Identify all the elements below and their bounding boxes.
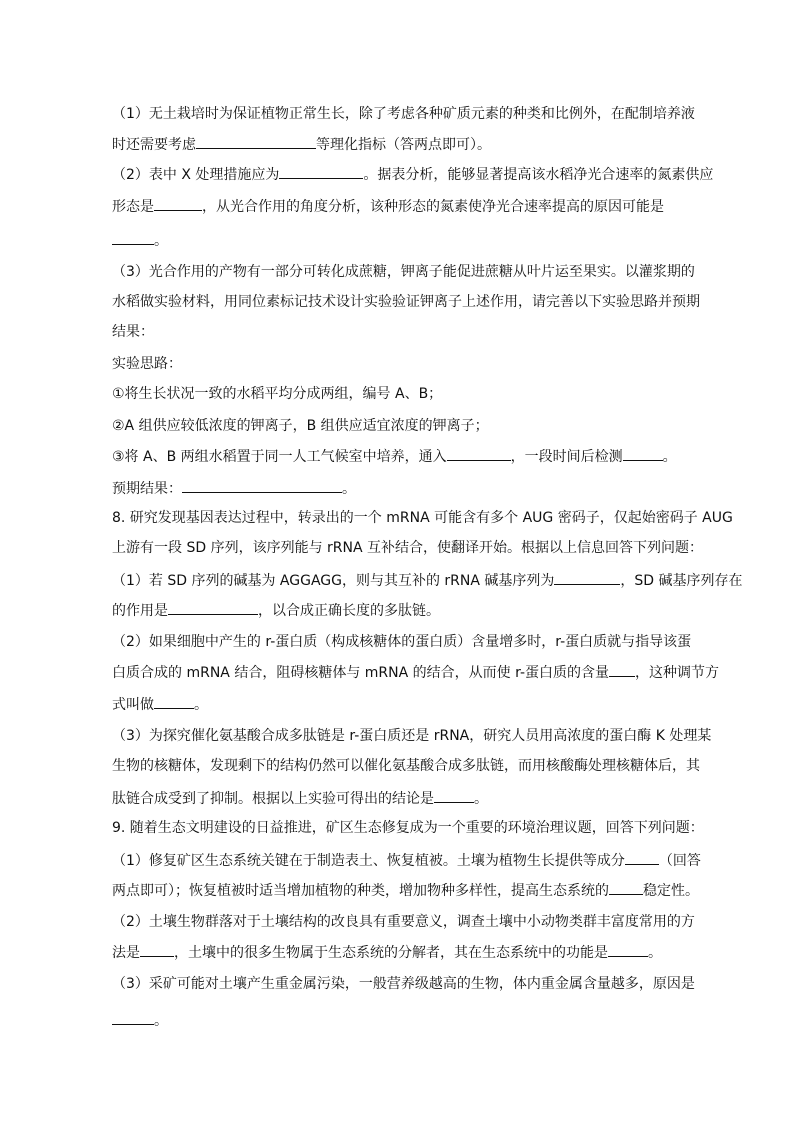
text-line <box>112 322 154 342</box>
text-segment: 稳定性。 <box>643 883 699 899</box>
text-segment: ，一段时间后检测 <box>510 449 623 465</box>
text-segment: 。据表分析，能够显著提高该水稻净光合速率的氮素供应 <box>363 167 714 183</box>
text-segment: （3）光合作用的产物有一部分可转化成蔗糖，钾离子能促进蔗糖从叶片运至果实。以灌浆期的 <box>112 264 695 280</box>
text-line <box>112 942 662 963</box>
text-line <box>112 818 704 838</box>
text-segment: （1）若 SD 序列的碱基为 AGGAGG，则与其互补的 rRNA 碱基序列为 <box>112 573 555 589</box>
text-segment: 白质合成的 mRNA 结合，阻碍核糖体与 mRNA 的结合，从而使 r-蛋白质的含量 <box>112 665 609 681</box>
text-line <box>112 570 743 591</box>
text-segment: 肽链合成受到了抑制。根据以上实验可得出的结论是 <box>112 791 434 807</box>
text-line <box>112 164 713 185</box>
answer-blank[interactable] <box>625 850 659 865</box>
text-segment: ，土壤中的很多生物属于生态系统的分解者，其在生态系统中的功能是 <box>174 945 608 961</box>
text-segment: ，这种调节方 <box>635 665 719 681</box>
text-segment: 8. 研究发现基因表达过程中，转录出的一个 mRNA 可能含有多个 AUG 密码子，仅起始密码子 AUG <box>112 510 733 526</box>
text-segment: 的作用是 <box>112 603 168 619</box>
text-segment: ，以合成正确长度的多肽链。 <box>258 603 440 619</box>
text-segment: 上游有一段 SD 序列，该序列能与 rRNA 互补结合，使翻译开始。根据以上信息回答下列问题： <box>112 540 703 556</box>
text-segment: ，从光合作用的角度分析，该种形态的氮素使净光合速率提高的原因可能是 <box>202 199 664 215</box>
answer-blank[interactable] <box>154 196 202 211</box>
answer-blank[interactable] <box>608 942 648 957</box>
answer-blank[interactable] <box>182 478 342 493</box>
text-segment: 预期结果： <box>112 481 182 497</box>
text-segment: （1）修复矿区生态系统关键在于制造表土、恢复植被。土壤为植物生长提供等成分 <box>112 853 625 869</box>
text-segment: （3）为探究催化氨基酸合成多肽链是 r-蛋白质还是 rRNA，研究人员用高浓度的蛋白酶 K 处理某 <box>112 728 712 744</box>
answer-blank[interactable] <box>196 134 316 149</box>
text-line <box>112 230 168 251</box>
text-line <box>112 694 208 715</box>
text-line <box>112 726 711 746</box>
text-segment: 时还需要考虑 <box>112 137 196 153</box>
text-segment: 。 <box>648 945 662 961</box>
answer-blank[interactable] <box>112 230 154 245</box>
text-segment: 式叫做 <box>112 697 154 713</box>
text-line <box>112 104 695 124</box>
text-line <box>112 1010 168 1031</box>
text-segment: 。 <box>474 791 488 807</box>
answer-blank[interactable] <box>279 164 363 179</box>
text-line <box>112 508 733 528</box>
text-segment: （2）土壤生物群落对于土壤结构的改良具有重要意义，调查土壤中小动物类群丰富度常用的方 <box>112 914 695 930</box>
text-segment: 。 <box>662 449 677 465</box>
answer-blank[interactable] <box>168 600 258 615</box>
text-line <box>112 478 356 499</box>
text-segment: ②A 组供应较低浓度的钾离子，B 组供应适宜浓度的钾离子； <box>112 418 489 434</box>
text-line <box>112 416 489 436</box>
text-line <box>112 756 700 776</box>
text-segment: （2）表中 X 处理措施应为 <box>112 167 280 183</box>
text-segment: 等理化指标（答两点即可）。 <box>316 137 491 153</box>
answer-blank[interactable] <box>434 788 474 803</box>
text-line <box>112 384 442 404</box>
text-line <box>112 662 719 683</box>
text-line <box>112 632 691 652</box>
answer-blank[interactable] <box>154 694 194 709</box>
text-segment: 结果： <box>112 324 154 340</box>
answer-blank[interactable] <box>609 662 635 677</box>
text-line <box>112 912 695 932</box>
text-segment: 形态是 <box>112 199 154 215</box>
text-segment: （2）如果细胞中产生的 r-蛋白质（构成核糖体的蛋白质）含量增多时，r-蛋白质就与指导该蛋 <box>112 634 692 650</box>
text-segment: 9. 随着生态文明建设的日益推进，矿区生态修复成为一个重要的环境治理议题，回答下列问题： <box>112 820 704 836</box>
answer-blank[interactable] <box>554 570 620 585</box>
answer-blank[interactable] <box>140 942 174 957</box>
text-segment: 水稻做实验材料，用同位素标记技术设计实验验证钾离子上述作用，请完善以下实验思路并预期 <box>112 294 700 310</box>
text-line <box>112 134 491 155</box>
text-line <box>112 446 677 467</box>
text-segment: ①将生长状况一致的水稻平均分成两组，编号 A、B； <box>112 386 443 402</box>
text-segment: 。 <box>342 481 356 497</box>
answer-blank[interactable] <box>112 1010 154 1025</box>
text-segment: （回答 <box>658 853 701 869</box>
answer-blank[interactable] <box>609 880 643 895</box>
text-segment: 实验思路： <box>112 356 182 372</box>
text-segment: 。 <box>154 233 168 249</box>
text-segment: 法是 <box>112 945 140 961</box>
text-line <box>112 354 182 374</box>
answer-blank[interactable] <box>447 446 511 461</box>
text-line <box>112 788 488 809</box>
text-segment: 生物的核糖体，发现剩下的结构仍然可以催化氨基酸合成多肽链，而用核酸酶处理核糖体后，其 <box>112 758 700 774</box>
text-line <box>112 600 440 621</box>
answer-blank[interactable] <box>623 446 663 461</box>
text-line <box>112 850 701 871</box>
text-segment: ③将 A、B 两组水稻置于同一人工气候室中培养，通入 <box>112 449 447 465</box>
text-segment: 。 <box>154 1013 168 1029</box>
text-segment: （3）采矿可能对土壤产生重金属污染，一般营养级越高的生物，体内重金属含量越多，原因是 <box>112 976 695 992</box>
text-segment: 两点即可）；恢复植被时适当增加植物的种类，增加物种多样性，提高生态系统的 <box>112 883 609 899</box>
text-line <box>112 292 700 312</box>
text-line <box>112 196 664 217</box>
text-segment: ，SD 碱基序列存在 <box>620 573 743 589</box>
text-line <box>112 538 703 558</box>
text-line <box>112 880 699 901</box>
text-segment: 。 <box>194 697 208 713</box>
text-segment: （1）无土栽培时为保证植物正常生长，除了考虑各种矿质元素的种类和比例外，在配制培养液 <box>112 106 695 122</box>
text-line <box>112 262 695 282</box>
text-line <box>112 974 695 994</box>
